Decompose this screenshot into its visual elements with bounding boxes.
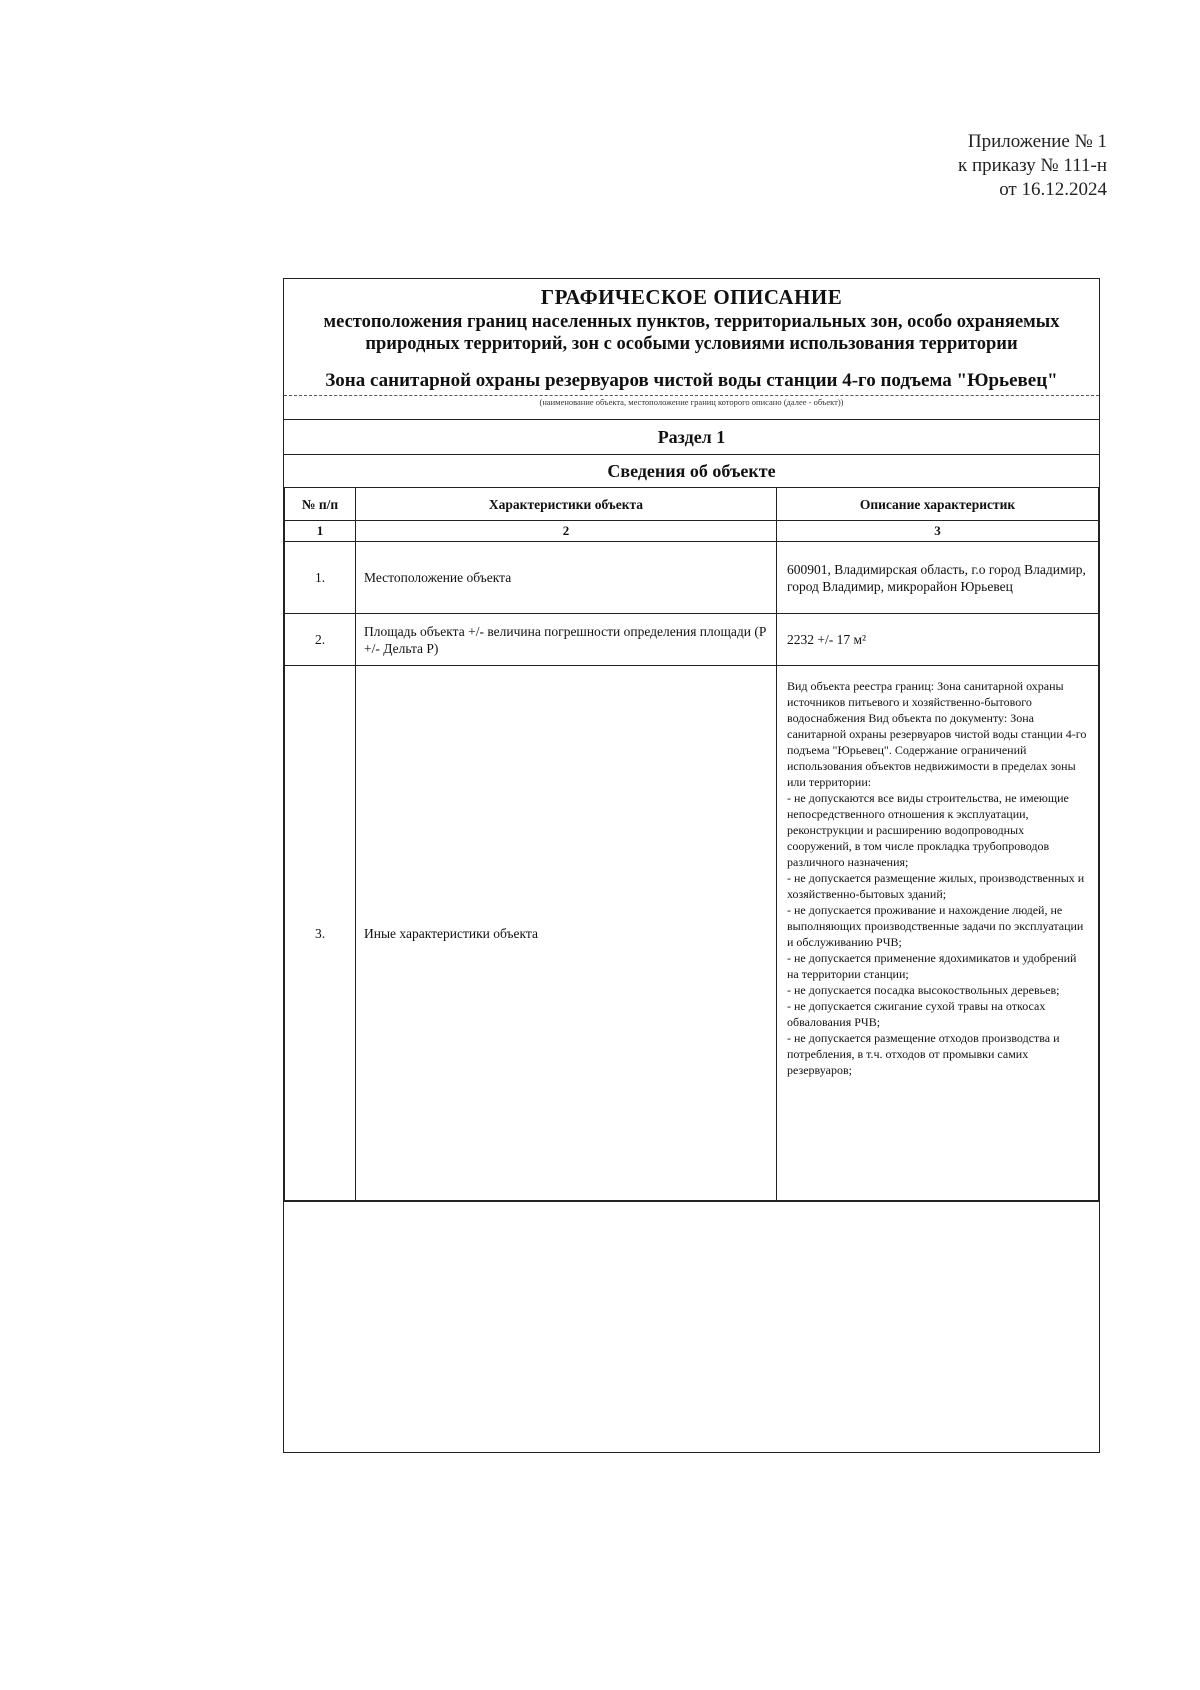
row-characteristic: Иные характеристики объекта <box>356 666 777 1201</box>
row-characteristic: Местоположение объекта <box>356 542 777 614</box>
table-row <box>285 542 1099 614</box>
row-description <box>777 666 1099 1201</box>
column-number-2: 2 <box>356 521 777 542</box>
info-title: Сведения об объекте <box>284 454 1099 487</box>
column-number-row <box>285 521 1099 542</box>
description-line: - не допускаются все виды строительства, не имеющие непосредственного отношения к эксплуатации, реконструкции и расширению водопроводных сооружений, в том числе прокладка трубопроводов различного назначения; <box>787 791 1069 869</box>
appendix-order: к приказу № 111-н <box>957 155 1107 176</box>
header-num: № п/п <box>285 488 356 521</box>
header-description: Описание характеристик <box>777 488 1099 521</box>
row-description: 600901, Владимирская область, г.о город Владимир, город Владимир, микрорайон Юрьевец <box>777 542 1099 614</box>
row-num: 3. <box>285 666 356 1201</box>
document-sheet <box>283 278 1100 1453</box>
row-num: 2. <box>285 614 356 666</box>
row-characteristic: Площадь объекта +/- величина погрешности определения площади (Р +/- Дельта Р) <box>356 614 777 666</box>
section-title: Раздел 1 <box>284 419 1099 454</box>
appendix-header <box>958 130 1107 202</box>
object-name: Зона санитарной охраны резервуаров чистой воды станции 4-го подъема "Юрьевец" <box>325 370 1058 391</box>
description-line: - не допускается сжигание сухой травы на откосах обвалования РЧВ; <box>787 999 1046 1029</box>
document-subtitle: местоположения границ населенных пунктов, территориальных зон, особо охраняемых природных территорий, зон с особыми условиями использования территории <box>323 312 1060 354</box>
title-block <box>284 279 1099 407</box>
blank-area <box>284 1201 1099 1417</box>
table-row <box>285 666 1099 1201</box>
description-line: - не допускается размещение отходов производства и потребления, в т.ч. отходов от промывки самих резервуаров; <box>787 1031 1060 1077</box>
object-info-table <box>284 487 1099 1201</box>
row-num: 1. <box>285 542 356 614</box>
appendix-date: от 16.12.2024 <box>999 179 1107 200</box>
row-description: 2232 +/- 17 м² <box>777 614 1099 666</box>
header-characteristic: Характеристики объекта <box>356 488 777 521</box>
description-line: - не допускается посадка высокоствольных деревьев; <box>787 983 1060 997</box>
table-row <box>285 614 1099 666</box>
document-title: ГРАФИЧЕСКОЕ ОПИСАНИЕ <box>540 285 843 309</box>
object-name-caption: (наименование объекта, местоположение границ которого описано (далее - объект)) <box>284 395 1099 407</box>
description-line: - не допускается размещение жилых, производственных и хозяйственно-бытовых зданий; <box>787 871 1085 901</box>
column-number-1: 1 <box>285 521 356 542</box>
description-line: - не допускается применение ядохимикатов и удобрений на территории станции; <box>787 951 1077 981</box>
description-line: Вид объекта реестра границ: Зона санитарной охраны источников питьевого и хозяйственно-бытового водоснабжения Вид объекта по документу: Зона санитарной охраны резервуаров чистой воды станции 4-го подъема "Юрьевец". Содержание ограничений использования объектов недвижимости в пределах зоны или территории: <box>787 679 1087 789</box>
appendix-label: Приложение № 1 <box>967 131 1107 152</box>
description-line: - не допускается проживание и нахождение людей, не выполняющих производственные задачи по эксплуатации и обслуживанию РЧВ; <box>787 903 1084 949</box>
table-header-row <box>285 488 1099 521</box>
column-number-3: 3 <box>777 521 1099 542</box>
